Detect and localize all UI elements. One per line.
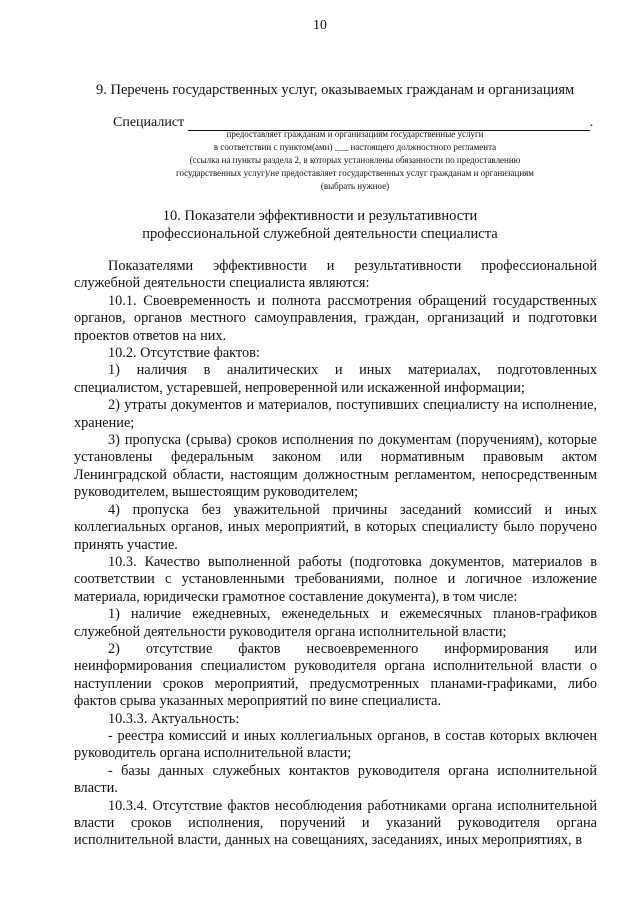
- specialist-label: Специалист: [113, 115, 185, 130]
- paragraph: 1) наличие ежедневных, еженедельных и ежемесячных планов-графиков служебной деятельности руководителя органа исполнительной власти;: [74, 606, 597, 640]
- paragraph: 2) отсутствие фактов несвоевременного информирования или неинформирования специалистом руководителя органа исполнительной власти о наступлении сроков мероприятий, предусмотренных планами-графиками, либо фактов срыва указанных мероприятий по вине специалиста.: [74, 640, 597, 710]
- page-number: 10: [313, 18, 327, 33]
- specialist-note: [140, 128, 570, 193]
- paragraph: 1) наличия в аналитических и иных материалах, подготовленных специалистом, устаревшей, непроверенной или искаженной информации;: [74, 362, 597, 396]
- paragraph: 3) пропуска (срыва) сроков исполнения по документам (поручениям), которые установлены федеральным законом или нормативным правовым актом Ленинградской области, настоящим должностным регламентом, непосредственным руководителем, вышестоящим руководителем;: [74, 432, 597, 501]
- heading-line: профессиональной служебной деятельности специалиста: [142, 226, 498, 242]
- paragraph: - базы данных служебных контактов руководителя органа исполнительной власти.: [74, 762, 597, 797]
- heading-line: 10. Показатели эффективности и результативности: [162, 208, 478, 224]
- section-9-heading: 9. Перечень государственных услуг, оказываемых гражданам и организациям: [96, 82, 575, 98]
- specialist-end: .: [589, 115, 594, 130]
- note-line: предоставляет гражданам и организациям государственные услуги: [226, 129, 484, 139]
- body-text: [74, 258, 597, 850]
- paragraph: 10.2. Отсутствие фактов:: [108, 345, 260, 362]
- paragraph: 10.3.3. Актуальность:: [108, 710, 240, 727]
- paragraph: Показателями эффективности и результативности профессиональной служебной деятельности специалиста являются:: [74, 258, 597, 292]
- paragraph: 2) утраты документов и материалов, поступивших специалисту на исполнение, хранение;: [74, 397, 597, 431]
- paragraph: 10.3.4. Отсутствие фактов несоблюдения работниками органа исполнительной власти сроков исполнения, поручений и указаний руководителя органа исполнительной власти, данных на совещаниях, заседаниях, иных мероприятиях, в: [74, 797, 597, 849]
- paragraph: 10.3. Качество выполненной работы (подготовка документов, материалов в соответствии с установленными требованиями, полное и логичное изложение материала, юридически грамотное составление документа), в том числе:: [74, 553, 597, 605]
- note-line: (выбрать нужное): [320, 181, 390, 191]
- note-line: в соответствии с пунктом(ами) ___ настоящего должностного регламента: [213, 142, 497, 152]
- note-line: (ссылка на пункты раздела 2, в которых установлены обязанности по предоставлению: [189, 155, 521, 165]
- paragraph: - реестра комиссий и иных коллегиальных органов, в состав которых включен руководитель органа исполнительной власти;: [74, 727, 597, 762]
- paragraph: 4) пропуска без уважительной причины заседаний комиссий и иных коллегиальных органов, иных мероприятий, в которых специалисту было поручено принять участие.: [74, 501, 597, 553]
- section-10-heading: [0, 207, 640, 243]
- note-line: государственных услуг)/не предоставляет государственных услуг гражданам и организациям: [175, 168, 534, 178]
- paragraph: 10.1. Своевременность и полнота рассмотрения обращений государственных органов, органов местного самоуправления, граждан, организаций и подготовки проектов ответов на них.: [74, 292, 597, 344]
